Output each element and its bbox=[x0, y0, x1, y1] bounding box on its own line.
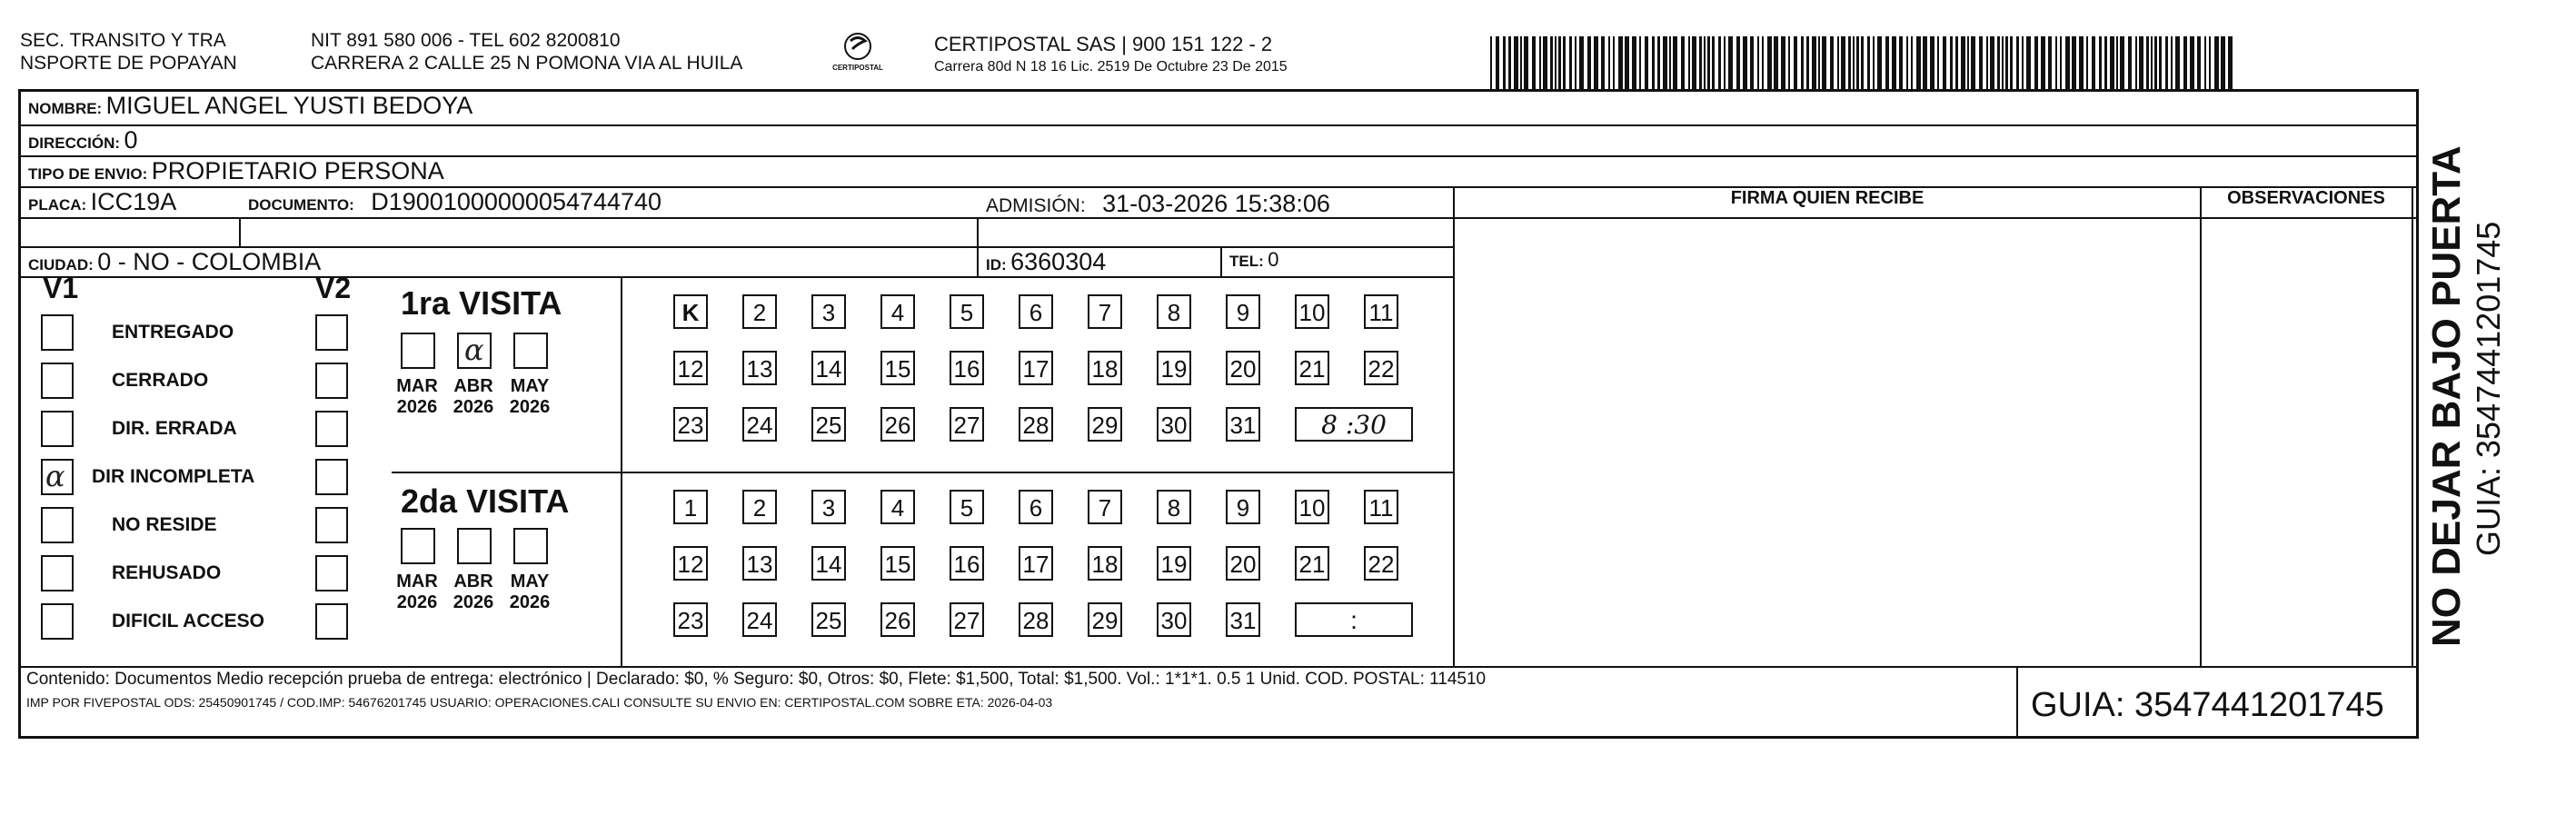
v1-checkbox[interactable] bbox=[41, 507, 74, 543]
barcode-bar bbox=[2072, 36, 2076, 89]
day-box[interactable]: 22 bbox=[1364, 351, 1398, 385]
barcode-bar bbox=[2204, 36, 2206, 89]
barcode-bar bbox=[2048, 36, 2052, 89]
barcode-bar bbox=[1743, 36, 1747, 89]
barcode-bar bbox=[2086, 36, 2088, 89]
day-box[interactable]: 4 bbox=[880, 294, 915, 329]
day-box[interactable]: 19 bbox=[1157, 351, 1191, 385]
barcode-bar bbox=[1673, 36, 1677, 89]
day-box[interactable]: 8 bbox=[1157, 490, 1191, 524]
barcode-bar bbox=[1632, 36, 1636, 89]
barcode-bar bbox=[1601, 36, 1605, 89]
barcode-bar bbox=[2221, 36, 2225, 89]
documento-label: DOCUMENTO: bbox=[248, 196, 354, 214]
firma-header: FIRMA QUIEN RECIBE bbox=[1730, 188, 1925, 208]
side-guia: GUIA: 3547441201745 bbox=[2470, 221, 2507, 556]
v1-checkbox[interactable] bbox=[41, 411, 74, 447]
documento-row bbox=[248, 188, 661, 216]
day-box[interactable]: 13 bbox=[742, 351, 777, 385]
barcode-bar bbox=[1613, 36, 1615, 89]
day-box[interactable]: 28 bbox=[1019, 407, 1053, 442]
barcode-bar bbox=[1688, 36, 1690, 89]
day-box[interactable]: 3 bbox=[811, 294, 846, 329]
footer-guia: GUIA: 3547441201745 bbox=[2031, 686, 2384, 724]
barcode-bar bbox=[1955, 36, 1958, 89]
day-box[interactable]: 19 bbox=[1157, 546, 1191, 581]
day-box[interactable]: 12 bbox=[673, 546, 708, 581]
barcode-bar bbox=[1837, 36, 1839, 89]
month-year: 2026 bbox=[396, 397, 438, 417]
day-box[interactable]: 10 bbox=[1295, 490, 1329, 524]
day-box[interactable]: 29 bbox=[1088, 602, 1122, 637]
barcode-bar bbox=[1877, 36, 1882, 89]
barcode-bar bbox=[1997, 36, 2000, 89]
barcode-bar bbox=[1806, 36, 1809, 89]
month-name: ABR bbox=[453, 376, 493, 396]
sender-name bbox=[20, 29, 237, 75]
direccion-row bbox=[28, 126, 138, 154]
barcode-bar bbox=[1885, 36, 1889, 89]
ciudad-value: 0 - NO - COLOMBIA bbox=[97, 248, 322, 275]
barcode-bar bbox=[1822, 36, 1826, 89]
month-name: MAY bbox=[510, 571, 550, 591]
status-label: DIR INCOMPLETA bbox=[92, 466, 255, 487]
day-box[interactable]: 6 bbox=[1019, 490, 1053, 524]
barcode-bar bbox=[1704, 36, 1706, 89]
barcode-bar bbox=[2128, 36, 2132, 89]
id-value: 6360304 bbox=[1010, 248, 1107, 275]
day-box[interactable]: 17 bbox=[1019, 351, 1053, 385]
barcode-bar bbox=[1830, 36, 1834, 89]
barcode-bar bbox=[1930, 36, 1934, 89]
barcode-bar bbox=[2005, 36, 2008, 89]
tel-row bbox=[1229, 248, 1278, 272]
barcode-bar bbox=[1767, 36, 1772, 89]
barcode-bar bbox=[1639, 36, 1641, 89]
month-label bbox=[502, 376, 557, 418]
v1-checkbox[interactable] bbox=[41, 314, 74, 351]
v1-header: V1 bbox=[43, 272, 79, 304]
barcode-bar bbox=[2065, 36, 2070, 89]
barcode-bar bbox=[1718, 36, 1721, 89]
barcode-bar bbox=[1663, 36, 1667, 89]
barcode-bar bbox=[1503, 36, 1506, 89]
status-label: NO RESIDE bbox=[112, 514, 217, 535]
barcode-bar bbox=[1762, 36, 1764, 89]
month-checkbox[interactable] bbox=[513, 333, 548, 369]
status-label: REHUSADO bbox=[112, 562, 222, 583]
v1-checkbox[interactable] bbox=[41, 459, 74, 495]
sender-nit bbox=[311, 29, 742, 75]
nombre-row bbox=[28, 92, 472, 120]
barcode-bar bbox=[1514, 36, 1518, 89]
tel-label: TEL: bbox=[1229, 253, 1264, 270]
barcode-bar bbox=[1575, 36, 1576, 89]
v2-checkbox[interactable] bbox=[315, 363, 348, 399]
barcode-bar bbox=[1990, 36, 1994, 89]
barcode-bar bbox=[2146, 36, 2149, 89]
day-box[interactable]: 29 bbox=[1088, 407, 1122, 442]
day-box[interactable]: 30 bbox=[1157, 602, 1191, 637]
day-box[interactable]: 17 bbox=[1019, 546, 1053, 581]
barcode-bar bbox=[1937, 36, 1939, 89]
id-label: ID: bbox=[986, 256, 1007, 273]
barcode-bar bbox=[1555, 36, 1557, 89]
day-box[interactable]: 24 bbox=[742, 407, 777, 442]
barcode-bar bbox=[1543, 36, 1547, 89]
barcode-bar bbox=[1853, 36, 1855, 89]
barcode-bar bbox=[1669, 36, 1671, 89]
day-box[interactable]: 31 bbox=[1226, 407, 1260, 442]
day-box[interactable]: 12 bbox=[673, 351, 708, 385]
barcode-bar bbox=[1724, 36, 1726, 89]
barcode-bar bbox=[1657, 36, 1660, 89]
barcode-bar bbox=[1550, 36, 1553, 89]
month-label bbox=[446, 376, 501, 418]
time-field[interactable] bbox=[1295, 602, 1413, 637]
barcode-bar bbox=[1757, 36, 1759, 89]
month-name: MAR bbox=[396, 571, 438, 591]
barcode-bar bbox=[2171, 36, 2173, 89]
barcode-bar bbox=[1579, 36, 1584, 89]
admision-label: ADMISIÓN: bbox=[986, 195, 1086, 216]
firma-area[interactable] bbox=[1455, 219, 2198, 664]
day-box[interactable]: 11 bbox=[1364, 490, 1398, 524]
day-box[interactable]: 7 bbox=[1088, 294, 1122, 329]
day-box[interactable]: 6 bbox=[1019, 294, 1053, 329]
barcode-bar bbox=[2120, 36, 2124, 89]
month-year: 2026 bbox=[453, 592, 494, 612]
day-box[interactable]: 26 bbox=[880, 407, 915, 442]
barcode-bar bbox=[1906, 36, 1908, 89]
barcode-bar bbox=[2010, 36, 2013, 89]
sender-line2: NSPORTE DE POPAYAN bbox=[20, 53, 237, 74]
barcode-bar bbox=[2209, 36, 2211, 89]
day-box[interactable]: 31 bbox=[1226, 602, 1260, 637]
day-box[interactable]: 5 bbox=[950, 294, 984, 329]
status-label: ENTREGADO bbox=[112, 322, 234, 343]
month-checkbox[interactable] bbox=[401, 333, 435, 369]
time-value: : bbox=[1350, 606, 1358, 634]
v1-checkbox[interactable] bbox=[41, 555, 74, 591]
barcode-bar bbox=[1608, 36, 1610, 89]
day-box[interactable]: 22 bbox=[1364, 546, 1398, 581]
certipostal-logo-icon bbox=[821, 31, 894, 78]
day-box[interactable]: 2 bbox=[742, 490, 777, 524]
day-box[interactable]: 4 bbox=[880, 490, 915, 524]
ciudad-label: CIUDAD: bbox=[28, 256, 94, 273]
day-box[interactable]: 15 bbox=[880, 546, 915, 581]
observaciones-header: OBSERVACIONES bbox=[2227, 188, 2385, 208]
day-box[interactable]: 15 bbox=[880, 351, 915, 385]
month-year: 2026 bbox=[453, 397, 494, 417]
barcode-bar bbox=[1812, 36, 1816, 89]
barcode-bar bbox=[1699, 36, 1702, 89]
time-value: 8 :30 bbox=[1321, 410, 1387, 440]
barcode-bar bbox=[2214, 36, 2219, 89]
v2-checkbox[interactable] bbox=[315, 507, 348, 543]
day-box[interactable]: 21 bbox=[1295, 351, 1329, 385]
month-year: 2026 bbox=[509, 592, 551, 612]
barcode-bar bbox=[2183, 36, 2187, 89]
tipo-envio-row bbox=[28, 157, 444, 185]
barcode-bar bbox=[1781, 36, 1785, 89]
barcode-bar bbox=[2139, 36, 2143, 89]
day-box[interactable]: 30 bbox=[1157, 407, 1191, 442]
nombre-value: MIGUEL ANGEL YUSTI BEDOYA bbox=[105, 92, 473, 119]
logo-text: CERTIPOSTAL bbox=[832, 64, 883, 72]
month-checkbox[interactable] bbox=[513, 528, 548, 564]
barcode-bar bbox=[2002, 36, 2004, 89]
day-box[interactable]: 10 bbox=[1295, 294, 1329, 329]
day-box[interactable]: 25 bbox=[811, 602, 846, 637]
day-box[interactable]: 23 bbox=[673, 407, 708, 442]
day-box[interactable]: 27 bbox=[950, 602, 984, 637]
placa-label: PLACA: bbox=[28, 196, 87, 214]
barcode-bar bbox=[2016, 36, 2019, 89]
barcode-bar bbox=[1692, 36, 1696, 89]
status-label: DIFICIL ACCESO bbox=[112, 611, 265, 631]
status-label: CERRADO bbox=[112, 370, 209, 391]
barcode-bar bbox=[1594, 36, 1598, 89]
barcode-bar bbox=[1520, 36, 1522, 89]
barcode-bar bbox=[2092, 36, 2095, 89]
day-box[interactable]: 18 bbox=[1088, 546, 1122, 581]
day-box[interactable]: 14 bbox=[811, 546, 846, 581]
day-box[interactable]: 20 bbox=[1226, 351, 1260, 385]
day-box[interactable]: 9 bbox=[1226, 294, 1260, 329]
v2-checkbox[interactable] bbox=[315, 603, 348, 640]
month-label bbox=[446, 571, 501, 613]
barcode-bar bbox=[1707, 36, 1710, 89]
barcode-bar bbox=[1532, 36, 1536, 89]
v2-checkbox[interactable] bbox=[315, 459, 348, 495]
barcode-bar bbox=[1524, 36, 1528, 89]
barcode-bar bbox=[2022, 36, 2024, 89]
time-field[interactable] bbox=[1295, 407, 1413, 442]
barcode-bar bbox=[1774, 36, 1778, 89]
barcode-bar bbox=[1892, 36, 1896, 89]
barcode-bar bbox=[1645, 36, 1648, 89]
footer-print-info: IMP POR FIVEPOSTAL ODS: 25450901745 / COD.IMP: 54676201745 USUARIO: OPERACIONES.CALI CONSULTE SU ENVIO EN: CERTIPOSTAL.COM SOBRE ETA: 2026-04-03 bbox=[26, 695, 1053, 710]
barcode-bar bbox=[2055, 36, 2057, 89]
barcode-bar bbox=[2135, 36, 2137, 89]
barcode-bar bbox=[1873, 36, 1875, 89]
barcode-bar bbox=[1916, 36, 1921, 89]
day-box[interactable]: 7 bbox=[1088, 490, 1122, 524]
day-box[interactable]: 11 bbox=[1364, 294, 1398, 329]
day-box[interactable]: 23 bbox=[673, 602, 708, 637]
barcode-bar bbox=[1558, 36, 1561, 89]
carrier-line2: Carrera 80d N 18 16 Lic. 2519 De Octubre 23 De 2015 bbox=[934, 59, 1288, 75]
month-label bbox=[502, 571, 557, 613]
day-box[interactable]: 25 bbox=[811, 407, 846, 442]
documento-value: D19001000000054744740 bbox=[371, 188, 662, 215]
day-box[interactable]: 8 bbox=[1157, 294, 1191, 329]
barcode-bar bbox=[1794, 36, 1797, 89]
day-box[interactable]: 27 bbox=[950, 407, 984, 442]
day-box[interactable]: 14 bbox=[811, 351, 846, 385]
day-box[interactable]: 21 bbox=[1295, 546, 1329, 581]
day-box[interactable]: 1 bbox=[673, 490, 708, 524]
barcode-bar bbox=[1587, 36, 1591, 89]
day-box[interactable]: 24 bbox=[742, 602, 777, 637]
barcode-icon bbox=[1490, 36, 2235, 89]
barcode-bar bbox=[2228, 36, 2233, 89]
status-label: DIR. ERRADA bbox=[112, 418, 237, 439]
direccion-value: 0 bbox=[124, 126, 138, 154]
v1-checkbox[interactable] bbox=[41, 603, 74, 640]
barcode-bar bbox=[2151, 36, 2153, 89]
visit1-title: 1ra VISITA bbox=[401, 284, 562, 322]
barcode-bar bbox=[1618, 36, 1623, 89]
barcode-bar bbox=[1867, 36, 1870, 89]
barcode-bar bbox=[1967, 36, 1969, 89]
no-dejar-bajo-puerta: NO DEJAR BAJO PUERTA bbox=[2424, 145, 2469, 647]
barcode-bar bbox=[2079, 36, 2084, 89]
visit2-title: 2da VISITA bbox=[401, 482, 570, 520]
day-box[interactable]: 28 bbox=[1019, 602, 1053, 637]
admision-row bbox=[986, 190, 1330, 218]
barcode-bar bbox=[1681, 36, 1685, 89]
barcode-bar bbox=[1508, 36, 1511, 89]
month-year: 2026 bbox=[509, 397, 551, 417]
barcode-bar bbox=[1899, 36, 1903, 89]
v1-checkbox[interactable] bbox=[41, 363, 74, 399]
barcode-bar bbox=[2060, 36, 2062, 89]
barcode-bar bbox=[1563, 36, 1566, 89]
v2-header: V2 bbox=[315, 272, 352, 304]
tipo-envio-label: TIPO DE ENVIO: bbox=[28, 165, 148, 183]
barcode-bar bbox=[1861, 36, 1864, 89]
barcode-bar bbox=[1788, 36, 1790, 89]
barcode-bar bbox=[1818, 36, 1820, 89]
month-label bbox=[390, 571, 444, 613]
barcode-bar bbox=[1625, 36, 1629, 89]
carrier-info bbox=[934, 33, 1288, 78]
month-checkbox[interactable] bbox=[457, 333, 492, 369]
shipping-form bbox=[18, 89, 2419, 739]
barcode-bar bbox=[1961, 36, 1965, 89]
day-box[interactable]: 16 bbox=[950, 546, 984, 581]
day-box[interactable]: 26 bbox=[880, 602, 915, 637]
barcode-bar bbox=[2034, 36, 2038, 89]
barcode-bar bbox=[1652, 36, 1655, 89]
barcode-bar bbox=[2190, 36, 2194, 89]
month-check-mark: α bbox=[464, 333, 484, 367]
barcode-bar bbox=[1539, 36, 1541, 89]
barcode-bar bbox=[2116, 36, 2118, 89]
day-box[interactable]: 20 bbox=[1226, 546, 1260, 581]
barcode-bar bbox=[1712, 36, 1715, 89]
nit-line2: CARRERA 2 CALLE 25 N POMONA VIA AL HUILA bbox=[311, 53, 743, 74]
v2-checkbox[interactable] bbox=[315, 314, 348, 351]
barcode-bar bbox=[1943, 36, 1946, 89]
barcode-bar bbox=[1848, 36, 1851, 89]
barcode-bar bbox=[1979, 36, 1983, 89]
barcode-bar bbox=[2154, 36, 2157, 89]
month-checkbox[interactable] bbox=[457, 528, 492, 564]
barcode-bar bbox=[2159, 36, 2162, 89]
day-box[interactable]: 3 bbox=[811, 490, 846, 524]
month-label bbox=[390, 376, 444, 418]
day-box[interactable] bbox=[673, 294, 708, 329]
barcode-bar bbox=[1911, 36, 1913, 89]
barcode-bar bbox=[1490, 36, 1492, 89]
day-box[interactable]: 5 bbox=[950, 490, 984, 524]
barcode-bar bbox=[2099, 36, 2102, 89]
barcode-bar bbox=[1801, 36, 1804, 89]
barcode-bar bbox=[2175, 36, 2180, 89]
tel-value: 0 bbox=[1268, 248, 1279, 271]
id-row bbox=[986, 248, 1106, 276]
admision-value: 31-03-2026 15:38:06 bbox=[1102, 190, 1330, 217]
barcode-bar bbox=[1856, 36, 1859, 89]
observaciones-area[interactable] bbox=[2202, 219, 2411, 664]
barcode-bar bbox=[1986, 36, 1988, 89]
barcode-bar bbox=[2165, 36, 2168, 89]
v2-checkbox[interactable] bbox=[315, 411, 348, 447]
barcode-bar bbox=[2104, 36, 2107, 89]
day-box[interactable]: 9 bbox=[1226, 490, 1260, 524]
footer-content: Contenido: Documentos Medio recepción prueba de entrega: electrónico | Declarado: $0, % Seguro: $0, Otros: $0, Flete: $1,500, Total: $1,500. Vol.: 1*1*1. 0.5 1 Unid. COD. POSTAL: 114510 bbox=[26, 670, 1487, 689]
day-box[interactable]: 13 bbox=[742, 546, 777, 581]
month-checkbox[interactable] bbox=[401, 528, 435, 564]
barcode-bar bbox=[1496, 36, 1499, 89]
month-name: MAY bbox=[510, 376, 550, 396]
barcode-bar bbox=[2197, 36, 2201, 89]
barcode-bar bbox=[1569, 36, 1572, 89]
barcode-bar bbox=[1728, 36, 1733, 89]
placa-row bbox=[28, 188, 176, 216]
v1-check-mark: α bbox=[45, 459, 65, 493]
nit-line1: NIT 891 580 006 - TEL 602 8200810 bbox=[311, 30, 621, 51]
barcode-bar bbox=[1841, 36, 1845, 89]
v2-checkbox[interactable] bbox=[315, 555, 348, 591]
day-box[interactable]: 2 bbox=[742, 294, 777, 329]
barcode-bar bbox=[1750, 36, 1754, 89]
barcode-bar bbox=[1971, 36, 1975, 89]
day-box[interactable]: 16 bbox=[950, 351, 984, 385]
month-name: MAR bbox=[396, 376, 438, 396]
barcode-bar bbox=[1950, 36, 1953, 89]
month-year: 2026 bbox=[396, 592, 438, 612]
tipo-envio-value: PROPIETARIO PERSONA bbox=[151, 157, 444, 184]
placa-value: ICC19A bbox=[90, 188, 177, 215]
direccion-label: DIRECCIÓN: bbox=[28, 134, 121, 152]
sender-line1: SEC. TRANSITO Y TRA bbox=[20, 30, 226, 51]
barcode-bar bbox=[2110, 36, 2114, 89]
nombre-label: NOMBRE: bbox=[28, 100, 103, 117]
month-name: ABR bbox=[453, 571, 493, 591]
barcode-bar bbox=[1923, 36, 1927, 89]
barcode-bar bbox=[1736, 36, 1740, 89]
barcode-bar bbox=[2041, 36, 2045, 89]
day-box[interactable]: 18 bbox=[1088, 351, 1122, 385]
carrier-line1: CERTIPOSTAL SAS | 900 151 122 - 2 bbox=[934, 33, 1273, 55]
day-check-mark: K bbox=[681, 299, 700, 326]
barcode-bar bbox=[2026, 36, 2031, 89]
